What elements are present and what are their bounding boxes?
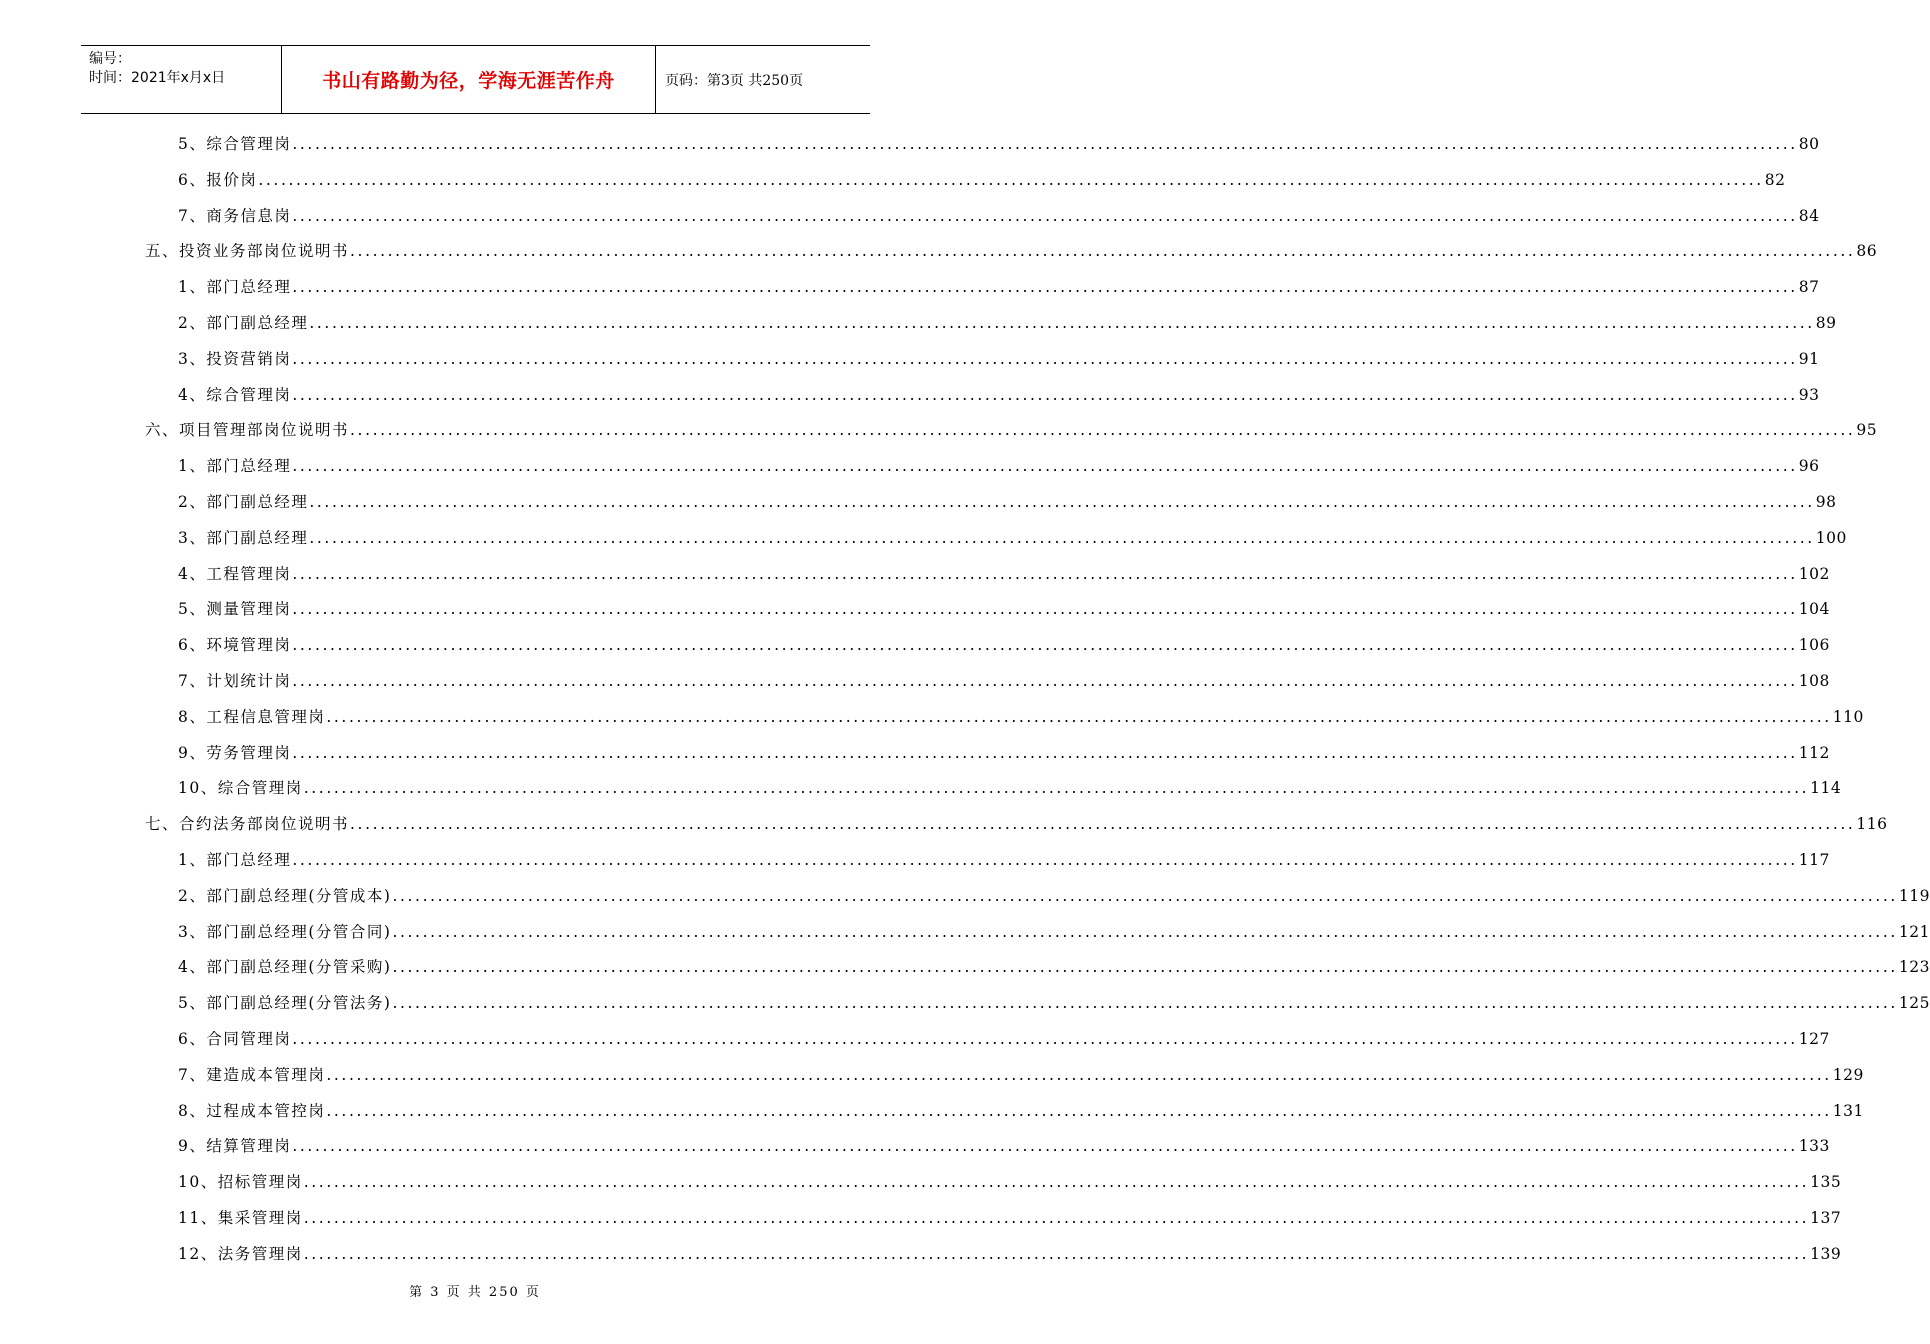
toc-leader-dots: ........................................................................................................................................................................................................ (326, 707, 1832, 726)
doc-number-label: 编号： (89, 51, 131, 67)
toc-entry[interactable] (178, 991, 1930, 1015)
toc-leader-dots: ........................................................................................................................................................................................................ (309, 314, 1815, 332)
toc-entry-page: 106 (1798, 636, 1830, 655)
toc-leader-dots: ........................................................................................................................................................................................................ (292, 135, 1798, 153)
toc-entry[interactable] (178, 562, 1830, 586)
toc-entry-page: 80 (1798, 135, 1820, 153)
toc-leader-dots: ........................................................................................................................................................................................................ (292, 564, 1798, 583)
toc-entry-label: 9、劳务管理岗 (178, 743, 292, 762)
toc-entry-label: 12、法务管理岗 (178, 1244, 303, 1263)
toc-entry-label: 7、建造成本管理岗 (178, 1065, 326, 1084)
toc-entry-page: 96 (1798, 457, 1820, 476)
toc-entry-label: 9、结算管理岗 (178, 1137, 292, 1156)
toc-entry-page: 114 (1810, 779, 1842, 798)
toc-entry-page: 139 (1810, 1244, 1842, 1263)
toc-leader-dots: ........................................................................................................................................................................................................ (326, 1101, 1832, 1120)
toc-entry-label: 2、部门副总经理 (178, 314, 309, 332)
toc-entry-page: 121 (1898, 922, 1930, 941)
toc-leader-dots: ........................................................................................................................................................................................................ (292, 636, 1798, 655)
toc-entry[interactable] (178, 1027, 1830, 1051)
time-label: 时间：2021年x月x日 (89, 70, 226, 86)
toc-leader-dots: ........................................................................................................................................................................................................ (292, 349, 1798, 368)
toc-leader-dots: ........................................................................................................................................................................................................ (292, 600, 1798, 619)
toc-entry[interactable] (178, 132, 1820, 156)
toc-leader-dots: ........................................................................................................................................................................................................ (292, 851, 1798, 869)
toc-entry-label: 8、过程成本管控岗 (178, 1101, 326, 1120)
toc-entry-label: 6、合同管理岗 (178, 1030, 292, 1048)
toc-entry-label: 10、招标管理岗 (178, 1173, 303, 1192)
toc-entry-label: 6、报价岗 (178, 170, 258, 189)
toc-leader-dots: ........................................................................................................................................................................................................ (303, 779, 1810, 798)
toc-entry[interactable] (178, 741, 1830, 765)
toc-entry[interactable] (145, 812, 1888, 836)
toc-entry[interactable] (178, 347, 1820, 371)
toc-entry[interactable] (178, 490, 1837, 514)
toc-entry-page: 93 (1798, 385, 1820, 404)
toc-entry-label: 3、投资营销岗 (178, 349, 292, 368)
toc-entry-page: 137 (1810, 1209, 1842, 1227)
toc-entry-label: 六、项目管理部岗位说明书 (145, 421, 350, 440)
toc-entry[interactable] (178, 1063, 1864, 1087)
toc-entry-label: 11、集采管理岗 (178, 1209, 303, 1227)
toc-entry[interactable] (178, 168, 1786, 192)
toc-leader-dots: ........................................................................................................................................................................................................ (326, 1065, 1832, 1084)
toc-entry-label: 1、部门总经理 (178, 278, 292, 297)
toc-entry-page: 98 (1815, 493, 1837, 511)
toc-entry-label: 2、部门副总经理 (178, 493, 309, 511)
toc-entry-page: 89 (1815, 314, 1837, 332)
toc-leader-dots: ........................................................................................................................................................................................................ (350, 421, 1856, 440)
toc-leader-dots: ........................................................................................................................................................................................................ (303, 1209, 1810, 1227)
toc-entry-label: 5、部门副总经理(分管法务) (178, 994, 392, 1013)
toc-entry[interactable] (178, 848, 1830, 872)
page-header (81, 45, 870, 114)
toc-entry-page: 116 (1856, 815, 1888, 834)
header-page-info: 页码：第3页 共250页 (665, 72, 804, 89)
toc-entry[interactable] (145, 239, 1878, 263)
toc-entry-page: 108 (1798, 672, 1830, 690)
toc-entry-label: 3、部门副总经理 (178, 528, 309, 547)
header-meta (81, 46, 282, 113)
toc-entry-label: 五、投资业务部岗位说明书 (145, 242, 350, 261)
toc-entry[interactable] (178, 275, 1820, 299)
toc-entry[interactable] (178, 454, 1820, 478)
toc-leader-dots: ........................................................................................................................................................................................................ (292, 743, 1798, 762)
toc-leader-dots: ........................................................................................................................................................................................................ (292, 278, 1798, 297)
toc-entry[interactable] (178, 204, 1820, 228)
toc-entry-label: 10、综合管理岗 (178, 779, 303, 798)
toc-entry-label: 1、部门总经理 (178, 457, 292, 476)
toc-entry[interactable] (178, 311, 1837, 335)
toc-entry[interactable] (178, 884, 1930, 908)
toc-entry-page: 91 (1798, 349, 1820, 368)
toc-entry-page: 129 (1832, 1065, 1864, 1084)
toc-entry-label: 2、部门副总经理(分管成本) (178, 886, 392, 905)
toc-leader-dots: ........................................................................................................................................................................................................ (350, 242, 1856, 261)
toc-entry-page: 82 (1764, 170, 1786, 189)
toc-entry-page: 104 (1798, 600, 1830, 619)
toc-leader-dots: ........................................................................................................................................................................................................ (258, 170, 1764, 189)
toc-entry[interactable] (178, 1099, 1864, 1123)
toc-entry-label: 4、工程管理岗 (178, 564, 292, 583)
toc-entry-label: 5、综合管理岗 (178, 135, 292, 153)
toc-entry-page: 123 (1898, 958, 1930, 977)
toc-entry-page: 95 (1856, 421, 1878, 440)
toc-entry-page: 135 (1810, 1173, 1842, 1192)
toc-leader-dots: ........................................................................................................................................................................................................ (292, 206, 1798, 225)
page-footer: 第 3 页 共 250 页 (409, 1285, 541, 1300)
toc-entry-page: 87 (1798, 278, 1820, 297)
toc-entry[interactable] (178, 1134, 1830, 1158)
toc-leader-dots: ........................................................................................................................................................................................................ (309, 493, 1815, 511)
toc-entry-page: 100 (1815, 528, 1847, 547)
toc-leader-dots: ........................................................................................................................................................................................................ (292, 1137, 1798, 1156)
toc-entry-label: 8、工程信息管理岗 (178, 707, 326, 726)
toc-entry-page: 117 (1798, 851, 1830, 869)
toc-entry-page: 84 (1798, 206, 1820, 225)
toc-leader-dots: ........................................................................................................................................................................................................ (303, 1244, 1810, 1263)
toc-entry[interactable] (178, 705, 1864, 729)
toc-entry-page: 125 (1898, 994, 1930, 1013)
toc-entry[interactable] (178, 955, 1930, 979)
toc-entry-label: 7、商务信息岗 (178, 206, 292, 225)
toc-entry[interactable] (178, 1170, 1842, 1194)
toc-entry[interactable] (178, 920, 1930, 944)
toc-leader-dots: ........................................................................................................................................................................................................ (392, 886, 1898, 905)
toc-leader-dots: ........................................................................................................................................................................................................ (350, 815, 1856, 834)
toc-entry-label: 3、部门副总经理(分管合同) (178, 922, 392, 941)
toc-leader-dots: ........................................................................................................................................................................................................ (292, 457, 1798, 476)
toc-leader-dots: ........................................................................................................................................................................................................ (309, 528, 1815, 547)
toc-entry[interactable] (178, 1206, 1842, 1230)
toc-entry-page: 110 (1832, 707, 1864, 726)
toc-entry-page: 127 (1798, 1030, 1830, 1048)
header-motto-cell (282, 46, 656, 113)
toc-entry-page: 102 (1798, 564, 1830, 583)
toc-leader-dots: ........................................................................................................................................................................................................ (392, 958, 1898, 977)
toc-entry[interactable] (178, 526, 1847, 550)
toc-entry-page: 133 (1798, 1137, 1830, 1156)
toc-leader-dots: ........................................................................................................................................................................................................ (292, 672, 1798, 690)
toc-entry[interactable] (178, 1242, 1842, 1266)
toc-entry[interactable] (178, 633, 1830, 657)
toc-entry-page: 131 (1832, 1101, 1864, 1120)
toc-entry-page: 86 (1856, 242, 1878, 261)
toc-entry-label: 4、部门副总经理(分管采购) (178, 958, 392, 977)
toc-entry-page: 119 (1898, 886, 1930, 905)
toc-entry-page: 112 (1798, 743, 1830, 762)
toc-leader-dots: ........................................................................................................................................................................................................ (292, 1030, 1798, 1048)
toc-entry[interactable] (178, 776, 1842, 800)
toc-entry[interactable] (145, 418, 1878, 442)
toc-leader-dots: ........................................................................................................................................................................................................ (292, 385, 1798, 404)
toc-leader-dots: ........................................................................................................................................................................................................ (392, 922, 1898, 941)
toc-entry-label: 七、合约法务部岗位说明书 (145, 815, 350, 834)
toc-entry-label: 1、部门总经理 (178, 851, 292, 869)
toc-leader-dots: ........................................................................................................................................................................................................ (392, 994, 1898, 1013)
toc-entry[interactable] (178, 597, 1830, 621)
toc-entry-label: 7、计划统计岗 (178, 672, 292, 690)
toc-entry-label: 4、综合管理岗 (178, 385, 292, 404)
toc-entry-label: 5、测量管理岗 (178, 600, 292, 619)
toc-leader-dots: ........................................................................................................................................................................................................ (303, 1173, 1810, 1192)
toc-entry-label: 6、环境管理岗 (178, 636, 292, 655)
toc-entry[interactable] (178, 669, 1830, 693)
toc-entry[interactable] (178, 383, 1820, 407)
header-motto: 书山有路勤为径，学海无涯苦作舟 (322, 70, 615, 92)
